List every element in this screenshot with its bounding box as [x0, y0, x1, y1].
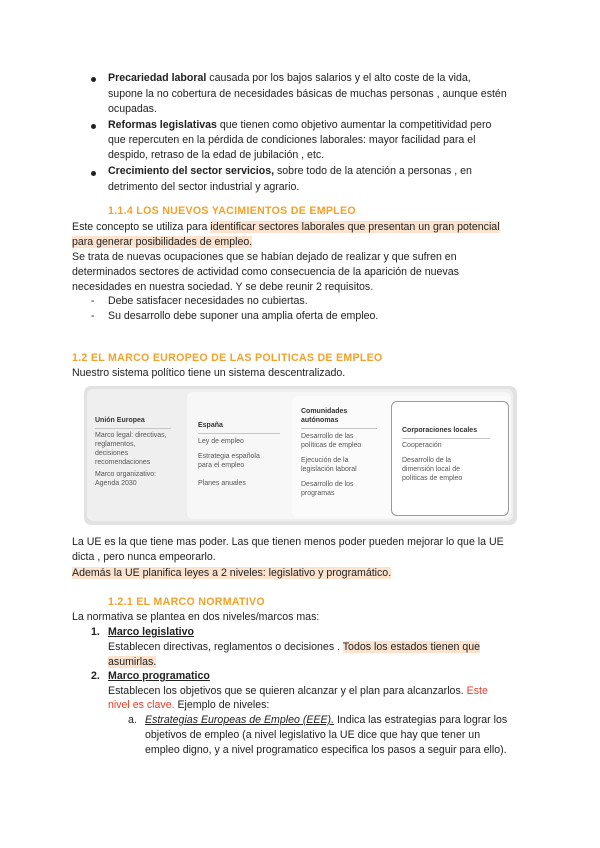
- dash-marker: -: [91, 295, 95, 307]
- bullet-text: causada por los bajos salarios y el alto coste de la vida,: [206, 72, 471, 84]
- requirement-item: Su desarrollo debe suponer una amplia oferta de empleo.: [108, 310, 379, 322]
- es-item: para el empleo: [198, 462, 245, 469]
- paragraph-line: Nuestro sistema político tiene un sistema descentralizado.: [72, 367, 346, 379]
- ca-title: Comunidades: [301, 408, 348, 415]
- paragraph-line: [145, 712, 507, 728]
- bullet-dot: [91, 124, 96, 129]
- section-heading: 1.2 EL MARCO EUROPEO DE LAS POLITICAS DE EMPLEO: [72, 352, 383, 364]
- separator: [198, 433, 280, 434]
- list-item-title: Marco programatico: [108, 670, 210, 682]
- bullet-bold: Reformas legislativas: [108, 119, 217, 131]
- bullet-line: supone la no cobertura de necesidades básicas de muchas personas , aunque estén: [108, 88, 507, 100]
- highlighted-text: identificar sectores laborales que presentan un gran potencial: [210, 221, 500, 233]
- ue-item: recomendaciones: [95, 459, 151, 466]
- list-number: 2.: [91, 670, 100, 682]
- bullet-text: sobre todo de la atención a personas , en: [274, 165, 472, 177]
- bullet-line: que repercuten en la pérdida de condiciones laborales: mayor facilidad para el: [108, 134, 476, 146]
- cl-item: políticas de empleo: [402, 475, 463, 482]
- highlighted-text: para generar posibilidades de empleo.: [72, 236, 253, 248]
- plain-text: Establecen los objetivos que se quieren alcanzar y el plan para alcanzarlos.: [108, 685, 467, 697]
- section-heading: 1.2.1 EL MARCO NORMATIVO: [108, 596, 265, 608]
- ca-item: políticas de empleo: [301, 442, 362, 449]
- list-item-title: Marco legislativo: [108, 626, 194, 638]
- ca-item: legislación laboral: [301, 466, 357, 473]
- highlighted-text: Además la UE planifica leyes a 2 niveles: legislativo y programático.: [72, 567, 392, 579]
- ue-item: Marco legal: directivas,: [95, 432, 167, 439]
- bullet-dot: [91, 77, 96, 82]
- cl-item: dimensión local de: [402, 466, 460, 473]
- paragraph-line: determinados sectores de actividad como consecuencia de la aparición de nuevas: [72, 266, 459, 278]
- ca-item: Ejecución de la: [301, 457, 349, 464]
- bullet-line: detrimento del sector industrial y agrario.: [108, 181, 300, 193]
- bullet-line: despido, retraso de la edad de jubilación , etc.: [108, 149, 325, 161]
- red-text: nivel es clave.: [108, 699, 175, 711]
- red-text: Este: [466, 685, 488, 697]
- paragraph-line: dicta , pero nunca empeorarlo.: [72, 551, 216, 563]
- ue-item: Marco organizativo:: [95, 471, 157, 478]
- bullet-text: que tienen como objetivo aumentar la competitividad pero: [216, 119, 492, 131]
- bullet-line: [108, 163, 472, 179]
- paragraph-line: necesidades en nuestra sociedad. Y se debe reunir 2 requisitos.: [72, 281, 374, 293]
- ca-item: Desarrollo de las: [301, 433, 354, 440]
- paragraph-line: [108, 697, 269, 713]
- separator: [301, 428, 377, 429]
- ca-item: programas: [301, 490, 335, 497]
- plain-text: Este concepto se utiliza para: [72, 221, 211, 233]
- plain-text: Indica las estrategias para lograr los: [334, 714, 508, 726]
- es-item: Planes anuales: [198, 480, 246, 487]
- bullet-line: ocupadas.: [108, 103, 157, 115]
- paragraph-line: objetivos de empleo (a nivel legislativo la UE dice que hay que tener un: [145, 729, 481, 741]
- separator: [95, 428, 171, 429]
- es-item: Ley de empleo: [198, 438, 244, 445]
- es-title: España: [198, 422, 223, 429]
- paragraph-line: La normativa se plantea en dos niveles/marcos mas:: [72, 611, 320, 623]
- ue-item: Agenda 2030: [95, 480, 137, 487]
- paragraph-line: Se trata de nuevas ocupaciones que se habían dejado de realizar y que sufren en: [72, 251, 457, 263]
- paragraph-line: [72, 219, 500, 235]
- cl-item: Cooperación: [402, 442, 442, 449]
- bullet-line: [108, 70, 471, 86]
- plain-text: Establecen directivas, reglamentos o decisiones .: [108, 641, 343, 653]
- bullet-line: [108, 117, 491, 133]
- paragraph-line: [108, 639, 480, 655]
- governance-diagram: [84, 386, 517, 525]
- ca-title: autónomas: [301, 417, 339, 424]
- section-heading: 1.1.4 LOS NUEVOS YACIMIENTOS DE EMPLEO: [108, 205, 356, 217]
- paragraph-line: empleo digno, y a nivel programatico especifica los pasos a seguir para ello).: [145, 744, 507, 756]
- ue-item: reglamentos,: [95, 441, 136, 448]
- paragraph-line: [72, 565, 391, 581]
- bullet-bold: Crecimiento del sector servicios,: [108, 165, 275, 177]
- bullet-dot: [91, 171, 96, 176]
- list-number: 1.: [91, 626, 100, 638]
- es-item: Estrategia española: [198, 453, 260, 460]
- plain-text: Ejemplo de niveles:: [174, 699, 270, 711]
- paragraph-line: [72, 234, 252, 250]
- bullet-bold: Precariedad laboral: [108, 72, 207, 84]
- dash-marker: -: [91, 310, 95, 322]
- highlighted-text: asumirlas.: [108, 656, 157, 668]
- highlighted-text: Todos los estados tienen que: [342, 641, 480, 653]
- requirement-item: Debe satisfacer necesidades no cubiertas.: [108, 295, 308, 307]
- paragraph-line: La UE es la que tiene mas poder. Las que tienen menos poder pueden mejorar lo que la UE: [72, 536, 504, 548]
- cl-title: Corporaciones locales: [402, 427, 478, 434]
- ue-item: decisiones: [95, 450, 129, 457]
- separator: [402, 438, 490, 439]
- ue-title: Unión Europea: [95, 417, 145, 424]
- sub-list-label: a.: [128, 714, 137, 726]
- cl-item: Desarrollo de la: [402, 457, 452, 464]
- italic-link-text: Estrategias Europeas de Empleo (EEE).: [145, 714, 335, 726]
- ca-item: Desarrollo de los: [301, 481, 354, 488]
